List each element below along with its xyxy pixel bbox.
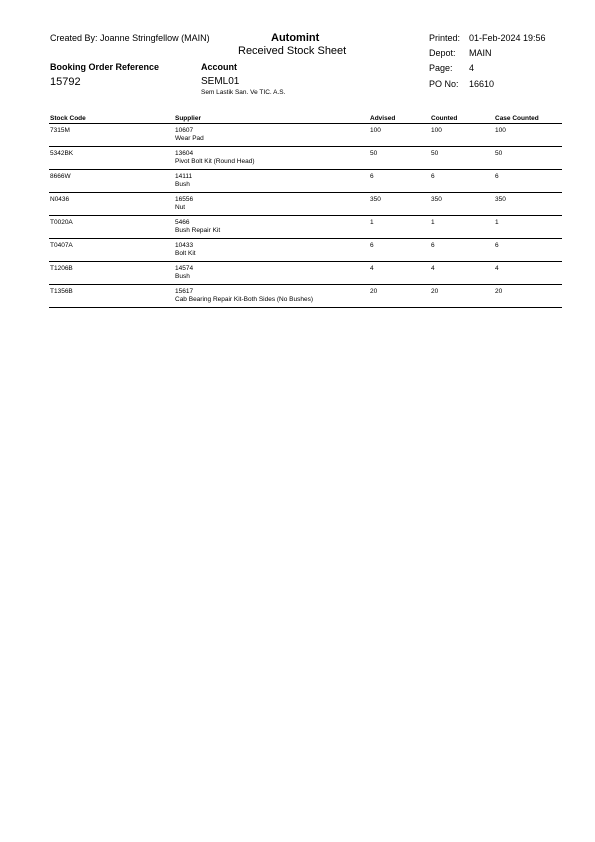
item-description: Cab Bearing Repair Kit-Both Sides (No Bushes) bbox=[175, 296, 314, 303]
supplier-cell bbox=[174, 170, 369, 193]
item-description: Pivot Bolt Kit (Round Head) bbox=[175, 158, 255, 165]
case-counted-cell: 100 bbox=[494, 124, 562, 147]
supplier-code: 16556 bbox=[175, 196, 194, 203]
stock-code-cell: 7315M bbox=[49, 124, 174, 147]
advised-cell: 100 bbox=[369, 124, 430, 147]
table-row bbox=[49, 124, 562, 147]
advised-cell: 20 bbox=[369, 285, 430, 308]
advised-cell: 6 bbox=[369, 170, 430, 193]
advised-cell: 350 bbox=[369, 193, 430, 216]
counted-cell: 4 bbox=[430, 262, 494, 285]
booking-ref-value: 15792 bbox=[50, 76, 81, 88]
page-label: Page: bbox=[429, 63, 453, 73]
stock-code-cell: 8666W bbox=[49, 170, 174, 193]
account-label: Account bbox=[201, 62, 237, 72]
created-by-value: Joanne Stringfellow (MAIN) bbox=[100, 33, 210, 43]
table-header-row bbox=[49, 114, 562, 124]
table-row bbox=[49, 285, 562, 308]
document-title: Received Stock Sheet bbox=[238, 45, 347, 57]
counted-cell: 20 bbox=[430, 285, 494, 308]
po-value: 16610 bbox=[469, 79, 495, 89]
item-description: Bush bbox=[175, 273, 190, 280]
account-name: Sem Lastik San. Ve TIC. A.S. bbox=[201, 89, 286, 96]
company-name: Automint bbox=[271, 32, 320, 44]
item-description: Wear Pad bbox=[175, 135, 204, 142]
advised-cell: 4 bbox=[369, 262, 430, 285]
supplier-cell bbox=[174, 124, 369, 147]
stock-code-cell: N0436 bbox=[49, 193, 174, 216]
item-description: Nut bbox=[175, 204, 186, 211]
created-by bbox=[50, 33, 210, 43]
printed-label: Printed: bbox=[429, 33, 461, 43]
column-header-advised: Advised bbox=[369, 114, 430, 124]
booking-ref-label: Booking Order Reference bbox=[50, 62, 160, 72]
created-by-label: Created By: bbox=[50, 33, 98, 43]
supplier-code: 13604 bbox=[175, 150, 194, 157]
case-counted-cell: 1 bbox=[494, 216, 562, 239]
column-header-stock-code: Stock Code bbox=[49, 114, 174, 124]
stock-table bbox=[49, 114, 562, 308]
case-counted-cell: 6 bbox=[494, 170, 562, 193]
stock-code-cell: T0020A bbox=[49, 216, 174, 239]
table-row bbox=[49, 216, 562, 239]
stock-code-cell: T1206B bbox=[49, 262, 174, 285]
counted-cell: 50 bbox=[430, 147, 494, 170]
supplier-code: 5466 bbox=[175, 219, 190, 226]
table-row bbox=[49, 239, 562, 262]
supplier-code: 14574 bbox=[175, 265, 194, 272]
supplier-cell bbox=[174, 285, 369, 308]
case-counted-cell: 50 bbox=[494, 147, 562, 170]
counted-cell: 6 bbox=[430, 170, 494, 193]
column-header-counted: Counted bbox=[430, 114, 494, 124]
table-row bbox=[49, 147, 562, 170]
counted-cell: 350 bbox=[430, 193, 494, 216]
supplier-cell bbox=[174, 147, 369, 170]
table-row bbox=[49, 193, 562, 216]
item-description: Bush Repair Kit bbox=[175, 227, 221, 234]
depot-value: MAIN bbox=[469, 48, 492, 58]
counted-cell: 100 bbox=[430, 124, 494, 147]
supplier-code: 10607 bbox=[175, 127, 194, 134]
supplier-cell bbox=[174, 216, 369, 239]
stock-code-cell: T1356B bbox=[49, 285, 174, 308]
case-counted-cell: 20 bbox=[494, 285, 562, 308]
counted-cell: 6 bbox=[430, 239, 494, 262]
supplier-code: 15617 bbox=[175, 288, 194, 295]
case-counted-cell: 6 bbox=[494, 239, 562, 262]
column-header-supplier: Supplier bbox=[174, 114, 369, 124]
supplier-cell bbox=[174, 262, 369, 285]
table-row bbox=[49, 262, 562, 285]
printed-value: 01-Feb-2024 19:56 bbox=[469, 33, 546, 43]
stock-code-cell: T0407A bbox=[49, 239, 174, 262]
counted-cell: 1 bbox=[430, 216, 494, 239]
supplier-cell bbox=[174, 239, 369, 262]
supplier-code: 14111 bbox=[175, 173, 193, 180]
table-row bbox=[49, 170, 562, 193]
page-value: 4 bbox=[469, 63, 475, 73]
case-counted-cell: 4 bbox=[494, 262, 562, 285]
item-description: Bolt Kit bbox=[175, 250, 196, 257]
column-header-case-counted: Case Counted bbox=[494, 114, 562, 124]
advised-cell: 6 bbox=[369, 239, 430, 262]
po-label: PO No: bbox=[429, 79, 459, 89]
account-code: SEML01 bbox=[201, 76, 240, 87]
supplier-cell bbox=[174, 193, 369, 216]
item-description: Bush bbox=[175, 181, 190, 188]
depot-label: Depot: bbox=[429, 48, 456, 58]
case-counted-cell: 350 bbox=[494, 193, 562, 216]
stock-code-cell: 5342BK bbox=[49, 147, 174, 170]
supplier-code: 10433 bbox=[175, 242, 194, 249]
advised-cell: 50 bbox=[369, 147, 430, 170]
advised-cell: 1 bbox=[369, 216, 430, 239]
